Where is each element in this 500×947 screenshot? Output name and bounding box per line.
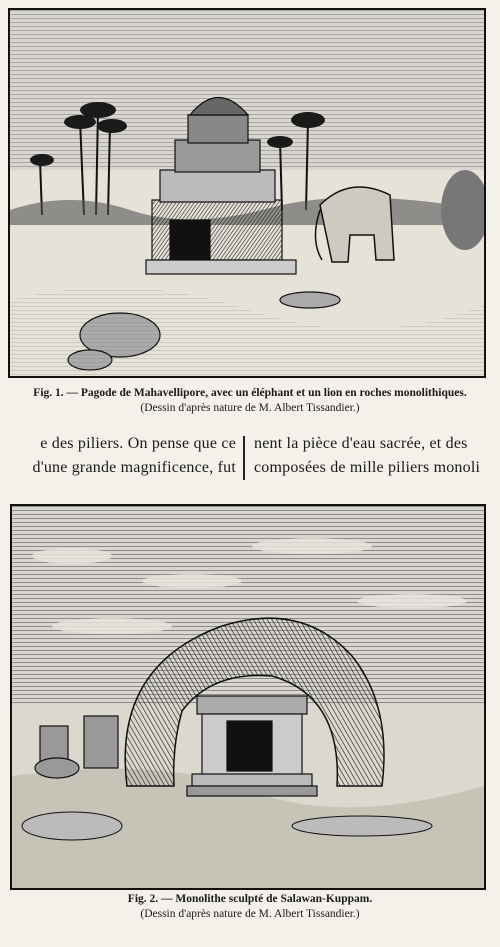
body-line: nent la pièce d'eau sacrée, et des — [254, 435, 468, 452]
figure-1-caption: Fig. 1. — Pagode de Mahavellipore, avec un éléphant et un lion en roches monolithiques. — [33, 387, 467, 399]
monolith-engraving — [12, 506, 484, 888]
text-column-right — [254, 432, 500, 480]
figure-2-credit: (Dessin d'après nature de M. Albert Tissandier.) — [140, 908, 360, 920]
figure-1-illustration — [8, 8, 486, 378]
figure-2-illustration — [10, 504, 486, 890]
pagoda-engraving — [10, 10, 484, 376]
cut-off-text-line — [0, 932, 500, 947]
body-line: d'une grande magnificence, fut — [32, 459, 236, 476]
column-divider — [243, 436, 245, 480]
text-column-left — [0, 432, 236, 480]
figure-2-caption: Fig. 2. — Monolithe sculpté de Salawan-Kuppam. — [127, 893, 373, 905]
figure-2-caption-block — [0, 892, 500, 922]
figure-1-caption-block — [0, 386, 500, 416]
figure-1-credit: (Dessin d'après nature de M. Albert Tissandier.) — [140, 402, 360, 414]
body-line: e des piliers. On pense que ce — [40, 435, 236, 452]
body-line: composées de mille piliers monoli — [254, 459, 481, 476]
